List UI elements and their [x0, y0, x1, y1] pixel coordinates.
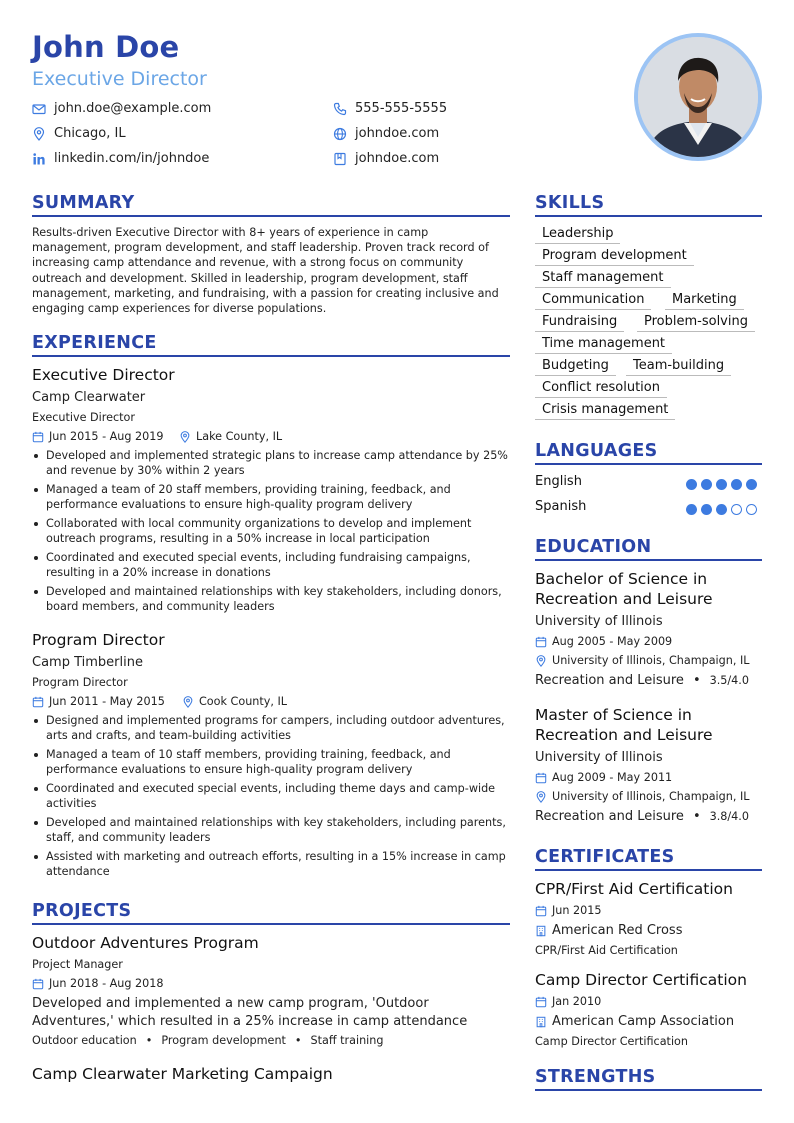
skill-tag: Leadership [535, 226, 620, 244]
language-name: English [535, 474, 582, 489]
location-pin-icon [179, 431, 191, 443]
candidate-title: Executive Director [32, 68, 207, 90]
project-role: Project Manager [32, 958, 123, 971]
calendar-icon [32, 431, 44, 443]
certificate-issuer-text: American Red Cross [552, 923, 683, 938]
building-icon [535, 925, 547, 937]
job-bullet: Developed and implemented strategic plans to increase camp attendance by 25% and revenue by 30% within 2 years [32, 448, 510, 478]
email-text: john.doe@example.com [54, 101, 212, 116]
education-location [535, 790, 750, 803]
education-field: Recreation and Leisure • 3.8/4.0 [535, 809, 749, 824]
envelope-icon [32, 102, 46, 116]
skill-tag: Fundraising [535, 314, 624, 332]
contact-linkedin[interactable] [32, 151, 209, 166]
job-company: Camp Timberline [32, 655, 143, 670]
rating-dot-filled [716, 479, 727, 490]
education-dates [535, 771, 672, 784]
certificates-heading: CERTIFICATES [535, 847, 762, 871]
certificate-issuer [535, 923, 682, 938]
rating-dot-filled [686, 479, 697, 490]
job-bullets [32, 448, 510, 618]
bookmark-icon [333, 152, 347, 166]
calendar-icon [32, 696, 44, 708]
rating-dot-filled [746, 479, 757, 490]
rating-dot-empty [746, 504, 757, 515]
job-bullet: Coordinated and executed special events, including theme days and camp-wide activities [32, 781, 510, 811]
rating-dot-filled [731, 479, 742, 490]
contact-phone[interactable] [333, 101, 447, 116]
location-pin-icon [535, 655, 547, 667]
contact-location [32, 126, 126, 141]
project-title: Camp Clearwater Marketing Campaign [32, 1065, 333, 1083]
job-bullet: Developed and maintained relationships with key stakeholders, including donors, board members, and community leaders [32, 584, 510, 614]
degree-title: Master of Science in Recreation and Leisure [535, 706, 713, 744]
certificate-title: CPR/First Aid Certification [535, 880, 733, 898]
skill-tag: Marketing [665, 292, 744, 310]
location-text: Chicago, IL [54, 126, 126, 141]
strengths-heading: STRENGTHS [535, 1067, 762, 1091]
summary-heading: SUMMARY [32, 193, 510, 217]
phone-icon [333, 102, 347, 116]
languages-heading: LANGUAGES [535, 441, 762, 465]
certificate-date-text: Jan 2010 [552, 995, 602, 1008]
education-dates-text: Aug 2009 - May 2011 [552, 771, 673, 784]
education-heading: EDUCATION [535, 537, 762, 561]
calendar-icon [535, 636, 547, 648]
phone-text: 555-555-5555 [355, 101, 448, 116]
gpa-text: 3.8/4.0 [709, 810, 749, 823]
job-dates-text: Jun 2015 - Aug 2019 [49, 430, 164, 443]
skill-tag: Communication [535, 292, 651, 310]
skill-tag: Staff management [535, 270, 671, 288]
job-bullet: Coordinated and executed special events, including fundraising campaigns, resulting in a 20% increase in donations [32, 550, 510, 580]
location-pin-icon [535, 791, 547, 803]
project-description: Developed and implemented a new camp program, 'Outdoor Adventures,' which resulted in a 25% increase in camp attendance [32, 996, 468, 1029]
projects-heading: PROJECTS [32, 901, 510, 925]
rating-dot-filled [716, 504, 727, 515]
location-pin-icon [32, 127, 46, 141]
job-location-text: Lake County, IL [196, 430, 283, 443]
job-bullet: Managed a team of 20 staff members, providing training, feedback, and performance evaluations to ensure high-quality program delivery [32, 482, 510, 512]
location-pin-icon [182, 696, 194, 708]
calendar-icon [535, 996, 547, 1008]
project-tag: Program development [161, 1034, 286, 1047]
job-role: Executive Director [32, 411, 135, 424]
skill-tag: Crisis management [535, 402, 675, 420]
project-tag: Outdoor education [32, 1034, 137, 1047]
job-bullets [32, 713, 510, 883]
project-dates [32, 977, 164, 990]
certificate-issuer [535, 1014, 734, 1029]
certificate-issuer-text: American Camp Association [552, 1014, 735, 1029]
language-level-rating [686, 479, 757, 490]
website-text: johndoe.com [355, 126, 440, 141]
rating-dot-filled [701, 504, 712, 515]
skills-heading: SKILLS [535, 193, 762, 217]
job-location [182, 695, 287, 708]
job-location [179, 430, 282, 443]
certificate-description: Camp Director Certification [535, 1035, 688, 1048]
education-location-text: University of Illinois, Champaign, IL [552, 654, 750, 667]
experience-heading: EXPERIENCE [32, 333, 510, 357]
contact-website[interactable] [333, 126, 439, 141]
rating-dot-filled [701, 479, 712, 490]
job-dates-text: Jun 2011 - May 2015 [49, 695, 165, 708]
skill-tag: Program development [535, 248, 694, 266]
gpa-text: 3.5/4.0 [709, 674, 749, 687]
certificate-description: CPR/First Aid Certification [535, 944, 678, 957]
globe-icon [333, 127, 347, 141]
rating-dot-empty [731, 504, 742, 515]
education-dates-text: Aug 2005 - May 2009 [552, 635, 673, 648]
calendar-icon [32, 978, 44, 990]
job-location-text: Cook County, IL [199, 695, 288, 708]
job-bullet: Managed a team of 10 staff members, providing training, feedback, and performance evaluations to ensure high-quality program delivery [32, 747, 510, 777]
job-dates [32, 695, 165, 708]
skill-tag: Team-building [626, 358, 731, 376]
language-level-rating [686, 504, 757, 515]
rating-dot-filled [686, 504, 697, 515]
language-name: Spanish [535, 499, 587, 514]
portfolio-text: johndoe.com [355, 151, 440, 166]
education-field: Recreation and Leisure • 3.5/4.0 [535, 673, 749, 688]
profile-photo [634, 33, 762, 161]
job-title: Program Director [32, 631, 165, 649]
education-dates [535, 635, 672, 648]
certificate-date-text: Jun 2015 [552, 904, 602, 917]
linkedin-icon [32, 152, 46, 166]
skill-tag: Budgeting [535, 358, 616, 376]
contact-email[interactable] [32, 101, 211, 116]
skill-tag: Time management [535, 336, 672, 354]
project-tags: Outdoor education • Program development • Staff training [32, 1034, 384, 1047]
building-icon [535, 1016, 547, 1028]
job-company: Camp Clearwater [32, 390, 146, 405]
degree-title: Bachelor of Science in Recreation and Leisure [535, 570, 713, 608]
field-text: Recreation and Leisure [535, 673, 684, 688]
job-bullet: Developed and maintained relationships with key stakeholders, including parents, staff, and community leaders [32, 815, 510, 845]
job-role: Program Director [32, 676, 128, 689]
skill-tag: Conflict resolution [535, 380, 667, 398]
job-bullet: Collaborated with local community organizations to develop and implement outreach programs, resulting in a 50% increase in local participation [32, 516, 510, 546]
project-tag: Staff training [310, 1034, 384, 1047]
school-name: University of Illinois [535, 750, 663, 765]
candidate-name: John Doe [32, 30, 180, 64]
field-text: Recreation and Leisure [535, 809, 684, 824]
skill-tag: Problem-solving [637, 314, 755, 332]
job-bullet: Designed and implemented programs for campers, including outdoor adventures, arts and crafts, and team-building activities [32, 713, 510, 743]
job-title: Executive Director [32, 366, 175, 384]
job-bullet: Assisted with marketing and outreach efforts, resulting in a 15% increase in camp attendance [32, 849, 510, 879]
linkedin-text: linkedin.com/in/johndoe [54, 151, 210, 166]
certificate-title: Camp Director Certification [535, 971, 747, 989]
certificate-date [535, 995, 601, 1008]
certificate-date [535, 904, 602, 917]
project-title: Outdoor Adventures Program [32, 934, 259, 952]
calendar-icon [535, 905, 547, 917]
school-name: University of Illinois [535, 614, 663, 629]
summary-text: Results-driven Executive Director with 8+ years of experience in camp management, program development, and staff leadership. Proven track record of increasing camp attendance and revenue, with a strong focus on community outreach and development. Skilled in leadership, program development, staff management, marketing, and fundraising, with a passion for creating inclusive and engaging camp experiences for diverse populations. [32, 226, 499, 316]
calendar-icon [535, 772, 547, 784]
job-dates [32, 430, 164, 443]
project-dates-text: Jun 2018 - Aug 2018 [49, 977, 164, 990]
contact-portfolio[interactable] [333, 151, 439, 166]
education-location [535, 654, 750, 667]
education-location-text: University of Illinois, Champaign, IL [552, 790, 750, 803]
